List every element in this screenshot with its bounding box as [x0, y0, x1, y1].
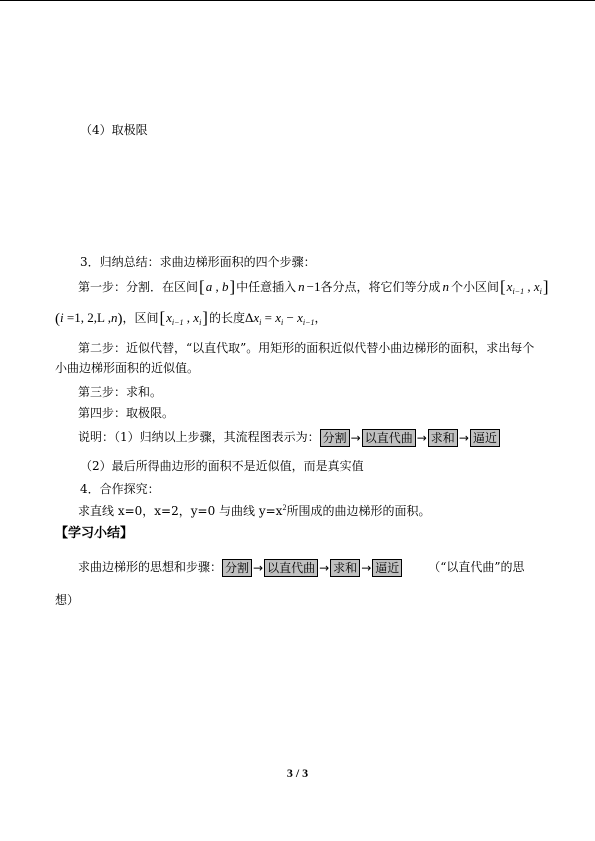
flow-arrow-icon: →: [416, 430, 427, 445]
delta-symbol: Δ: [244, 310, 254, 325]
variable-x: x: [297, 310, 303, 325]
flow-box-approximate: 以直代曲: [362, 429, 416, 447]
variable-n: n: [298, 279, 305, 294]
subscript-i-minus-1: i−1: [171, 318, 184, 327]
step1-text: 第一步：分割．在区间: [78, 280, 199, 294]
length-text: 的长度: [208, 311, 245, 325]
step1-subintervals-text: 个小区间: [450, 280, 499, 294]
trailing-comma: ，: [314, 311, 327, 325]
flow-arrow-icon: →: [361, 560, 372, 575]
step3-line: 第三步：求和。: [78, 385, 163, 399]
minus-one: −1: [306, 279, 321, 294]
learning-summary-heading: 【学习小结】: [55, 526, 134, 541]
open-paren: (: [55, 311, 60, 327]
learning-summary-text: 求曲边梯形的思想和步骤：: [78, 560, 223, 574]
index-comma: ,: [104, 310, 111, 325]
variable-x: x: [253, 310, 260, 325]
explanation-text: 说明：（1）归纳以上步骤，其流程图表示为：: [78, 430, 320, 444]
flow-box-limit: 逼近: [372, 559, 402, 577]
subscript-i: i: [539, 287, 542, 296]
interval-open-bracket: [: [199, 277, 205, 296]
step1-continuation-line: [55, 308, 327, 329]
problem-text: 求直线 x=0，x=2，y=0 与曲线 y=x: [78, 504, 283, 518]
summary-heading: 3．归纳总结：求曲边梯形面积的四个步骤：: [80, 255, 316, 269]
minus-sign: −: [283, 310, 298, 325]
subscript-i-minus-1: i−1: [512, 287, 525, 296]
step4-line: 第四步：取极限。: [78, 406, 175, 420]
index-range: =1, 2,: [63, 310, 97, 325]
flow-box-sum: 求和: [428, 429, 458, 447]
variable-a: a: [205, 279, 213, 294]
step1-line: [78, 277, 550, 298]
flow-box-limit: 逼近: [470, 429, 500, 447]
step2-line2: 小曲边梯形面积的近似值。: [55, 361, 200, 375]
step1-insert-text: 中任意插入: [236, 280, 297, 294]
exponent-2: 2: [282, 503, 287, 512]
variable-i: i: [60, 310, 64, 325]
subinterval-close-bracket: ]: [202, 308, 208, 327]
variable-x: x: [533, 279, 540, 294]
cooperative-problem: [78, 502, 430, 522]
variable-x: x: [275, 310, 281, 325]
explanation-line: [78, 428, 500, 447]
subscript-i: i: [259, 318, 262, 327]
subinterval-comma: ,: [524, 279, 534, 294]
learning-summary-trailing-cont: 想）: [55, 593, 80, 607]
subinterval-open-bracket: [: [159, 308, 166, 327]
top-rule: [0, 0, 595, 1]
ellipsis-glyph: L: [96, 310, 105, 325]
variable-n: n: [442, 279, 449, 294]
interval-close-bracket: ]: [229, 277, 236, 296]
explanation-note2: （2）最后所得曲边形的面积不是近似值，而是真实值: [80, 459, 364, 473]
subinterval-close-bracket: ]: [542, 277, 549, 296]
flow-arrow-icon: →: [350, 430, 361, 445]
flow-arrow-icon: →: [319, 560, 330, 575]
learning-summary-line: [78, 558, 525, 577]
variable-x: x: [166, 310, 172, 325]
subinterval-comma: ,: [183, 310, 194, 325]
page-number: 3 / 3: [286, 766, 309, 780]
step2-line1: 第二步：近似代替，“以直代取”。用矩形的面积近似代替小曲边梯形的面积，求出每个: [78, 341, 535, 355]
equals-sign: =: [261, 310, 276, 325]
variable-b: b: [221, 279, 229, 294]
flow-box-partition: 分割: [222, 559, 252, 577]
step1-points-text: 各分点，将它们等分成: [320, 280, 441, 294]
learning-summary-trailing: （“以直代曲”的思: [428, 560, 525, 574]
close-paren: ): [117, 311, 123, 327]
interval-text: ，区间: [122, 311, 159, 325]
variable-x: x: [506, 279, 513, 294]
cooperative-heading: 4．合作探究：: [80, 482, 160, 496]
flow-box-partition: 分割: [320, 429, 350, 447]
subscript-i-minus-1: i−1: [302, 318, 315, 327]
flow-arrow-icon: →: [253, 560, 264, 575]
flow-arrow-icon: →: [458, 430, 469, 445]
flow-box-sum: 求和: [330, 559, 360, 577]
variable-n: n: [110, 310, 118, 325]
interval-comma: ,: [212, 279, 222, 294]
take-limit-item: （4）取极限: [80, 123, 148, 137]
problem-text-end: 所围成的曲边梯形的面积。: [286, 504, 431, 518]
subscript-i: i: [199, 318, 202, 327]
flow-box-approximate: 以直代曲: [264, 559, 318, 577]
variable-x: x: [193, 310, 200, 325]
subinterval-open-bracket: [: [500, 277, 506, 296]
subscript-i: i: [281, 318, 284, 327]
